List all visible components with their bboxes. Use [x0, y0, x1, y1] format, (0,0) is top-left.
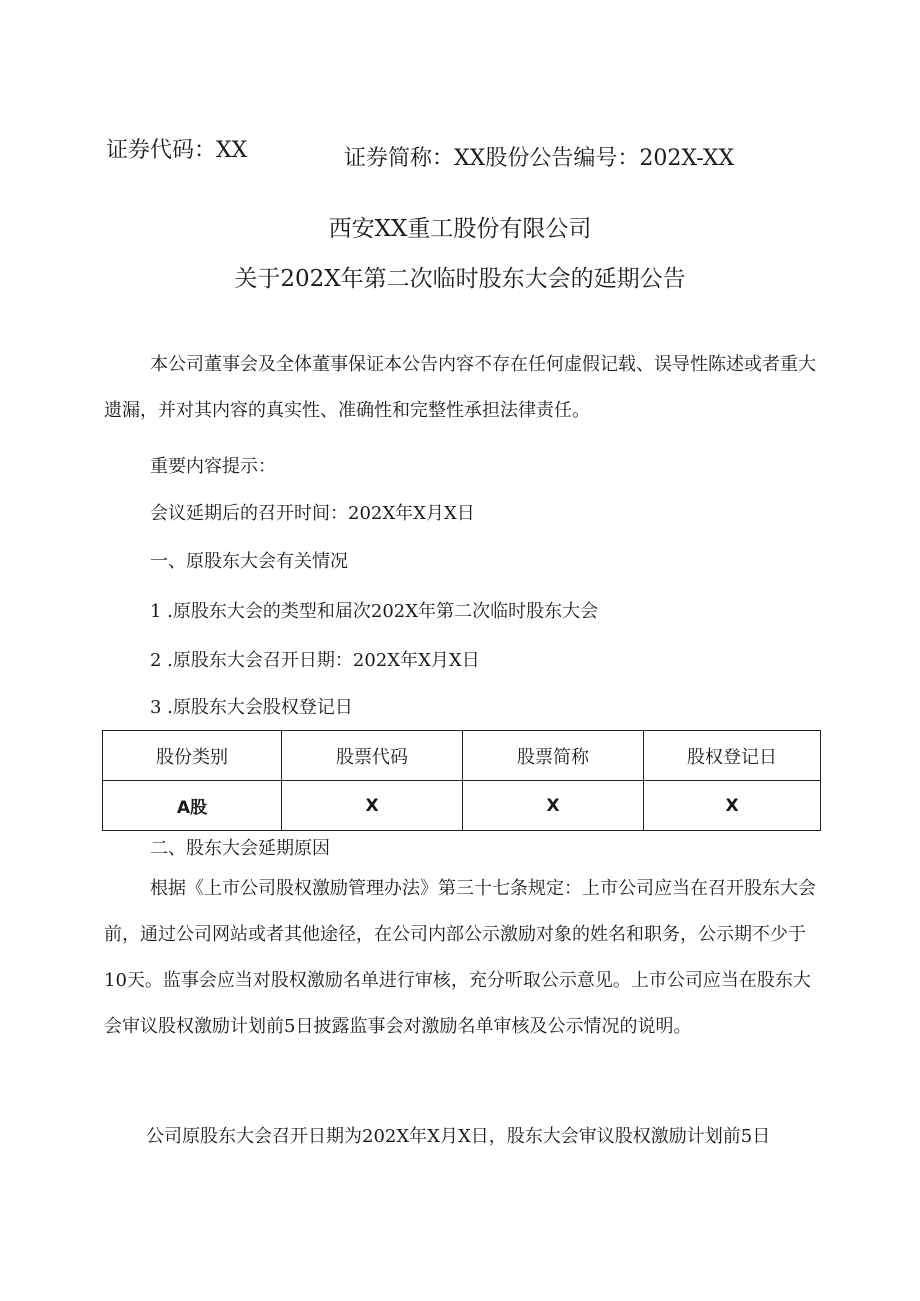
new-meeting-date: 会议延期后的召开时间：202X年X月X日	[150, 503, 475, 524]
stock-name-announcement-label: 证券简称：XX股份公告编号：202X-XX	[344, 146, 735, 171]
last-line-partial: 公司原股东大会召开日期为202X年X月X日，股东大会审议股权激励计划前5日	[146, 1126, 771, 1147]
company-title: 西安XX重工股份有限公司	[328, 216, 592, 242]
header-record-date: 股权登记日	[644, 731, 821, 781]
cell-share-class: A股	[103, 781, 282, 831]
header-share-class: 股份类别	[103, 731, 282, 781]
item3-record-date: 3 .原股东大会股权登记日	[150, 697, 353, 718]
board-statement: 本公司董事会及全体董事保证本公告内容不存在任何虚假记载、误导性陈述或者重大遗漏，并对其内容的真实性、准确性和完整性承担法律责任。	[104, 354, 816, 421]
header-stock-name: 股票简称	[463, 731, 644, 781]
cell-stock-code: X	[282, 781, 463, 831]
item2-original-date: 2 .原股东大会召开日期：202X年X月X日	[150, 650, 480, 671]
section2-heading: 二、股东大会延期原因	[150, 838, 330, 859]
cell-stock-name: X	[463, 781, 644, 831]
postponement-reason: 根据《上市公司股权激励管理办法》第三十七条规定：上市公司应当在召开股东大会前，通过公司网站或者其他途径，在公司内部公示激励对象的姓名和职务，公示期不少于10天。监事会应当对股权激励名单进行审核，充分听取公示意见。上市公司应当在股东大会审议股权激励计划前5日披露监事会对激励名单审核及公示情况的说明。	[104, 878, 816, 1037]
item1-meeting-type: 1 .原股东大会的类型和届次202X年第二次临时股东大会	[150, 601, 599, 622]
announcement-title: 关于202X年第二次临时股东大会的延期公告	[234, 266, 686, 292]
table-header-row	[103, 731, 821, 781]
stock-code-label: 证券代码：XX	[106, 138, 248, 163]
cell-record-date: X	[644, 781, 821, 831]
table-row	[103, 781, 821, 831]
record-date-table	[102, 730, 821, 831]
important-heading: 重要内容提示：	[150, 456, 276, 477]
header-stock-code: 股票代码	[282, 731, 463, 781]
section1-heading: 一、原股东大会有关情况	[150, 551, 348, 572]
